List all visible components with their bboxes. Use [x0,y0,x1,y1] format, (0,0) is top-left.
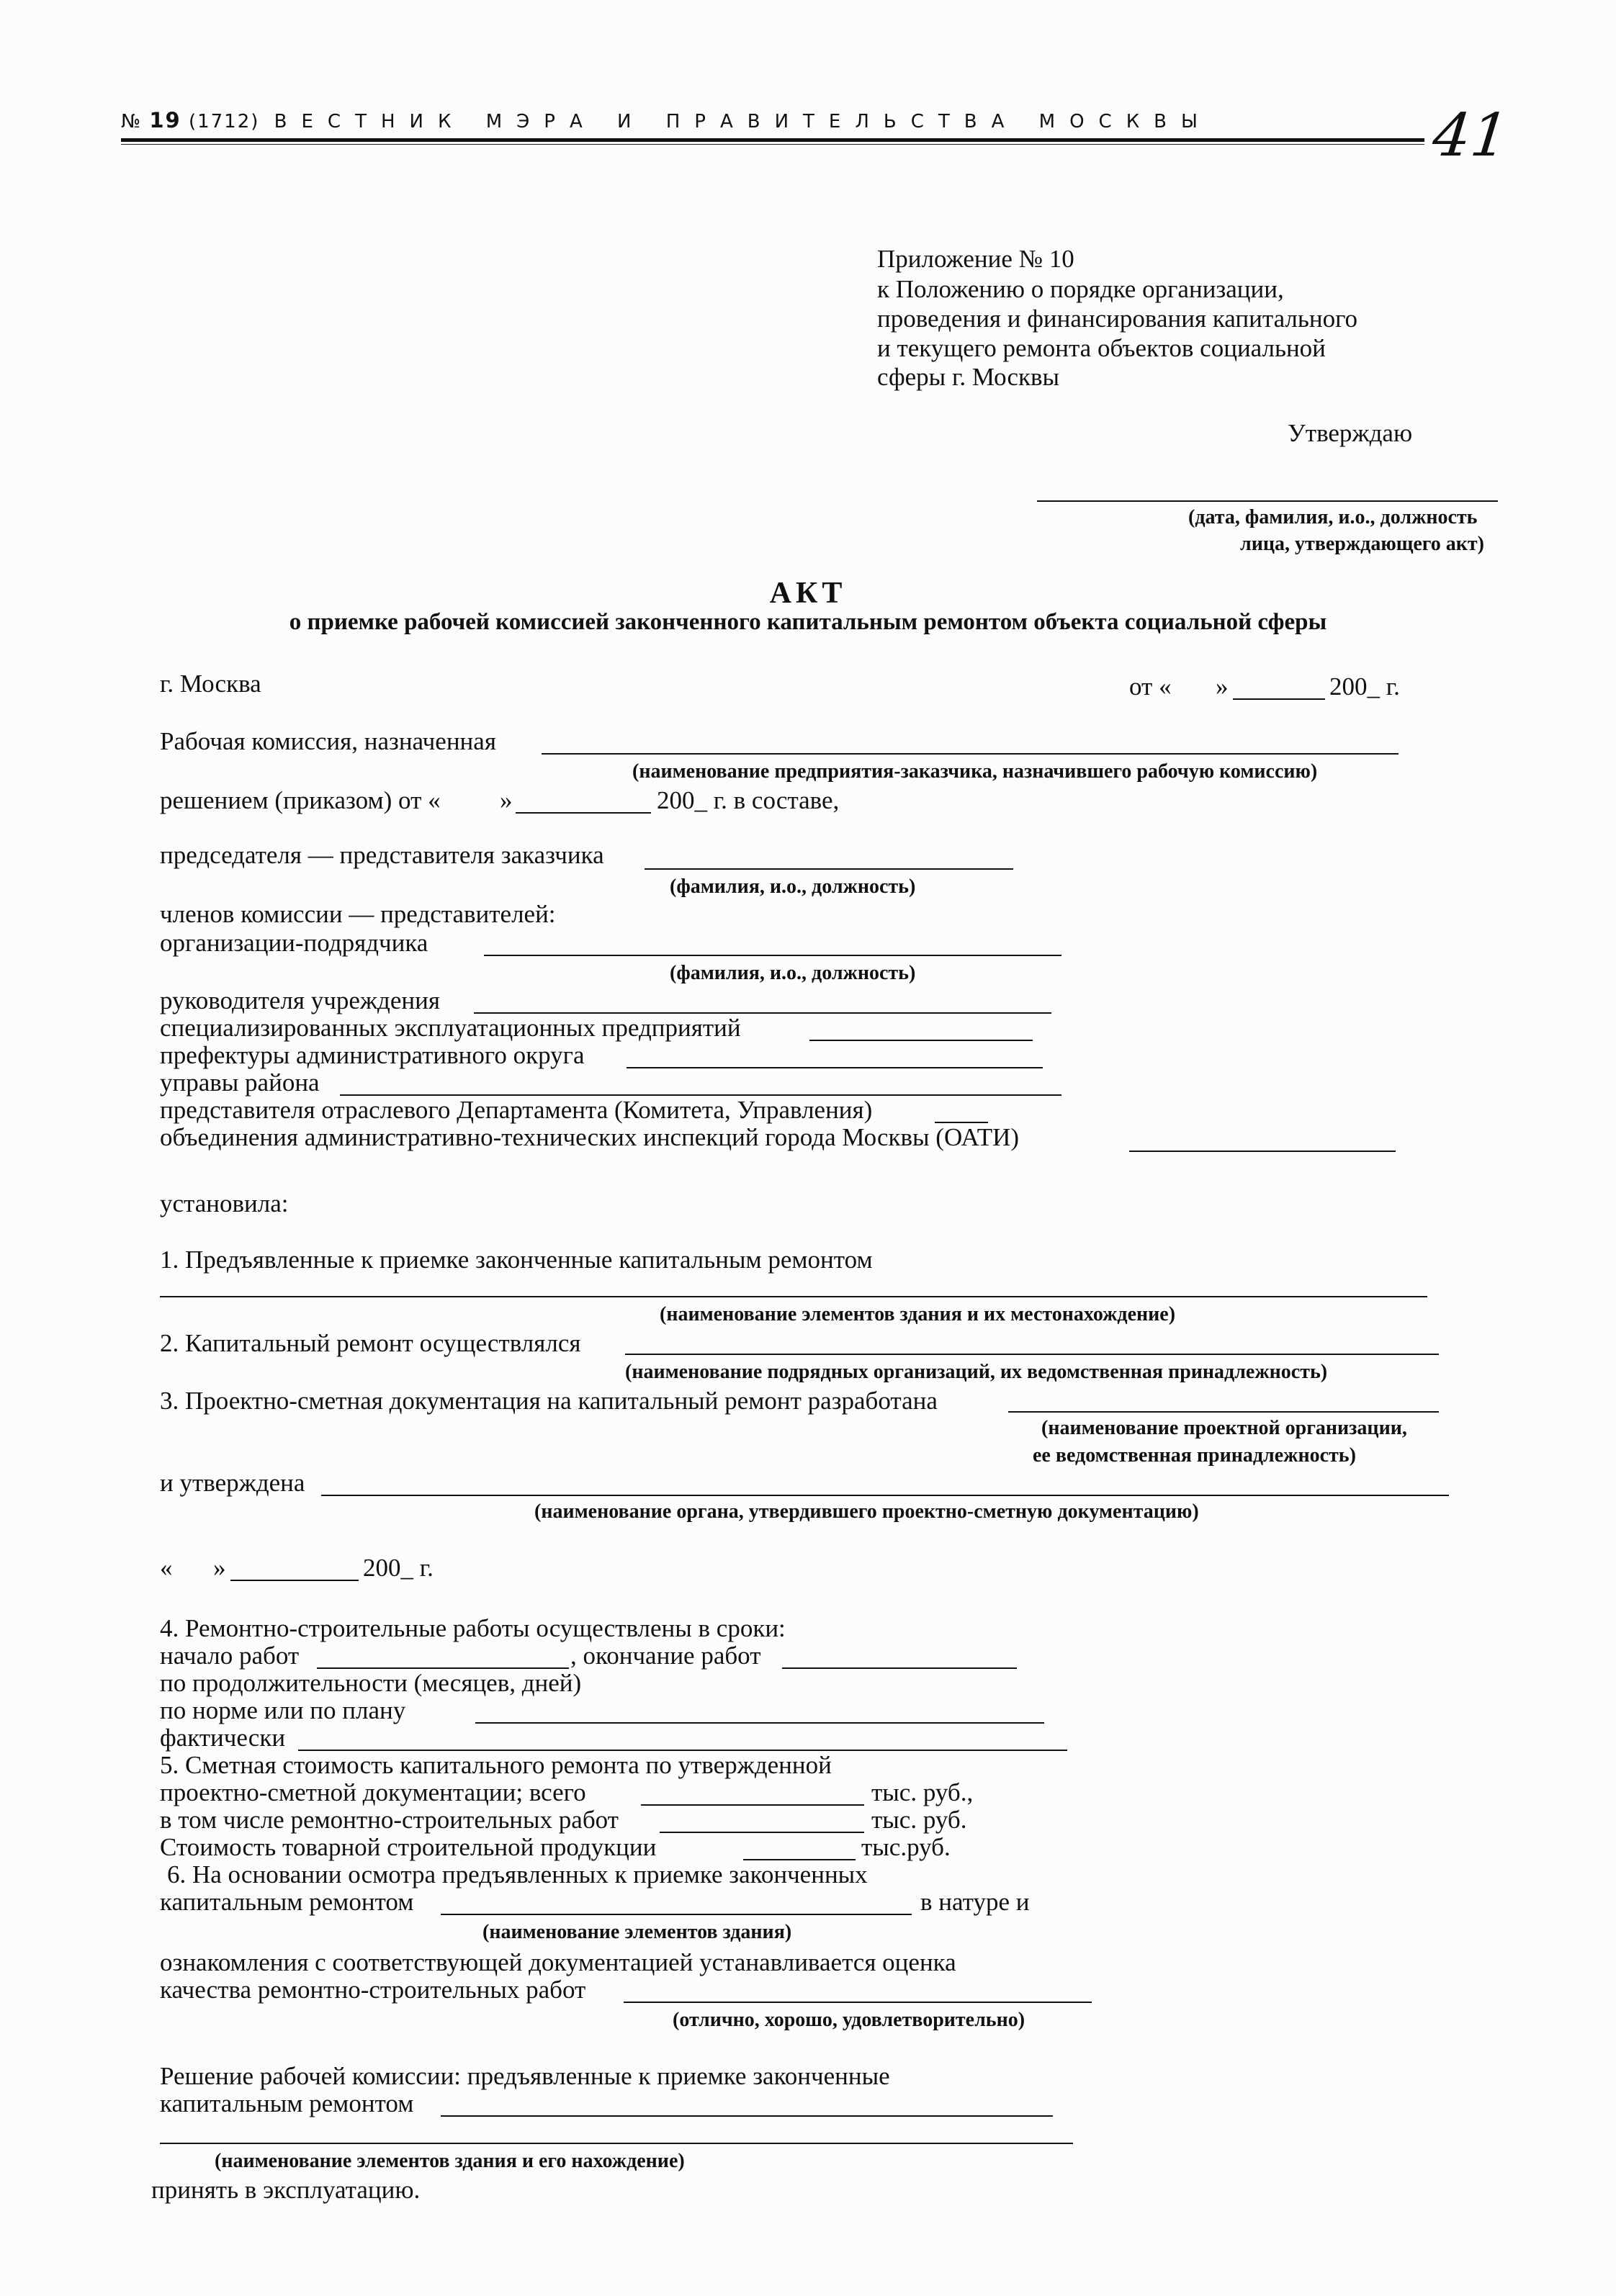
item-5-construction-line [660,1832,864,1833]
head-label: руководителя учреждения [160,986,440,1014]
issue-num: 19 [149,108,181,132]
appendix-line-5: сферы г. Москвы [877,363,1060,391]
item-5-line-2: проектно-сметной документации; всего [160,1778,586,1806]
header-rule-thin [121,144,1424,145]
decision-month-line [516,812,651,814]
chairman-caption: (фамилия, и.о., должность) [670,875,916,898]
appendix-line-2: к Положению о порядке организации, [877,275,1284,303]
item-1-line [160,1296,1427,1297]
issue-extra: (1712) [188,111,260,132]
item-6-nature: в натуре и [920,1888,1030,1916]
oati-line [1129,1151,1396,1152]
approve-signature-line [1037,500,1498,502]
specialized-label: специализированных эксплуатационных предприятий [160,1014,741,1042]
item-3-date-line [230,1580,359,1581]
act-title: АКТ [769,577,847,610]
date-from: от « [1129,672,1172,701]
item-4-text: 4. Ремонтно-строительные работы осуществлены в сроки: [160,1614,786,1642]
item-4-duration-label: по продолжительности (месяцев, дней) [160,1669,582,1697]
item-6-line-2: капитальным ремонтом [160,1888,414,1916]
decision-date-end: 200_ г. в составе, [657,786,840,814]
item-2-line [625,1354,1439,1355]
item-3-text: 3. Проектно-сметная документация на капитальный ремонт разработана [160,1387,938,1415]
item-6-line-1: 6. На основании осмотра предъявленных к приемке законченных [167,1860,868,1888]
decision-line-1: Решение рабочей комиссии: предъявленные к приемке законченные [160,2062,890,2090]
date-month-line [1233,698,1325,700]
commission-caption: (наименование предприятия-заказчика, назначившего рабочую комиссию) [632,760,1318,783]
item-3-date-year: 200_ г. [363,1554,434,1582]
item-5-unit-3: тыс.руб. [861,1833,951,1861]
chairman-label: председателя — представителя заказчика [160,841,604,869]
decision-date-start: решением (приказом) от « [160,786,441,814]
contractor-label: организации-подрядчика [160,929,428,957]
decision-close-quote: » [500,786,513,814]
item-4-start-label: начало работ [160,1642,300,1670]
approve-caption-1: (дата, фамилия, и.о., должность [1188,506,1478,528]
newspaper-title: ВЕСТНИК МЭРА И ПРАВИТЕЛЬСТВА МОСКВЫ [274,111,1212,132]
item-2-caption: (наименование подрядных организаций, их ведомственная принадлежность) [625,1361,1328,1383]
item-3-approved-label: и утверждена [160,1469,305,1497]
issue-number [121,108,260,132]
decision-elements-line [441,2115,1053,2117]
decision-location-line [160,2143,1073,2144]
specialized-line [809,1040,1033,1041]
item-4-end-label: , окончание работ [570,1642,761,1670]
item-6-caption: (наименование элементов здания) [482,1921,792,1943]
item-3-date-close: » [213,1554,226,1582]
oati-label: объединения административно-технических инспекций города Москвы (ОАТИ) [160,1123,1020,1151]
district-label: управы района [160,1068,320,1097]
newspaper-header [121,108,1212,132]
place: г. Москва [160,670,261,698]
item-5-line-1: 5. Сметная стоимость капитального ремонта по утвержденной [160,1751,832,1779]
date-year: 200_ г. [1329,672,1400,701]
decision-line-2: капитальным ремонтом [160,2089,414,2117]
page-number: 41 [1429,102,1512,170]
item-4-end-line [782,1667,1017,1669]
decision-caption: (наименование элементов здания и его нахождение) [215,2150,685,2172]
item-1-caption: (наименование элементов здания и их местонахождение) [660,1303,1176,1325]
item-3-caption-2: ее ведомственная принадлежность) [1033,1444,1356,1467]
item-1-text: 1. Предъявленные к приемке законченные капитальным ремонтом [160,1246,873,1274]
item-6-caption-2: (отлично, хорошо, удовлетворительно) [673,2009,1025,2031]
chairman-line [645,868,1013,870]
item-5-unit-1: тыс. руб., [871,1778,974,1806]
appendix-line-4: и текущего ремонта объектов социальной [877,334,1326,362]
members-label: членов комиссии — представителей: [160,900,556,928]
item-3-approved-caption: (наименование органа, утвердившего проектно-сметную документацию) [534,1500,1199,1523]
item-6-quality-line [624,2002,1092,2003]
department-label: представителя отраслевого Департамента (Комитета, Управления) [160,1096,873,1124]
appendix-line-3: проведения и финансирования капитального [877,305,1358,333]
item-3-date-open: « [160,1554,173,1582]
item-6-line-3: ознакомления с соответствующей документацией устанавливается оценка [160,1948,956,1976]
approve-label: Утверждаю [1288,419,1413,447]
item-2-text: 2. Капитальный ремонт осуществлялся [160,1329,581,1357]
item-3-line [1008,1411,1439,1413]
item-4-actual-label: фактически [160,1724,286,1752]
item-6-line-4: качества ремонтно-строительных работ [160,1976,586,2004]
appendix-line-1: Приложение № 10 [877,245,1074,273]
header-rule [121,138,1424,142]
item-5-line-4: Стоимость товарной строительной продукции [160,1833,657,1861]
act-subtitle: о приемке рабочей комиссией законченного капитальным ремонтом объекта социальной сферы [289,609,1327,635]
item-5-line-3: в том числе ремонтно-строительных работ [160,1806,619,1834]
decision-final: принять в эксплуатацию. [151,2176,421,2204]
contractor-line [484,955,1061,956]
item-4-norm-label: по норме или по плану [160,1696,406,1724]
prefecture-label: префектуры административного округа [160,1041,585,1069]
date-close-quote: » [1216,672,1229,701]
established-label: установила: [160,1189,289,1217]
item-3-caption-1: (наименование проектной организации, [1041,1417,1407,1439]
item-5-unit-2: тыс. руб. [871,1806,967,1834]
prefecture-line [627,1067,1043,1068]
item-5-total-line [641,1804,864,1806]
contractor-caption: (фамилия, и.о., должность) [670,962,916,984]
commission-org-line [542,753,1399,755]
issue-no-sign: № [121,111,143,132]
approve-caption-2: лица, утверждающего акт) [1240,533,1485,555]
commission-label: Рабочая комиссия, назначенная [160,727,496,755]
item-4-norm-line [475,1722,1044,1724]
item-3-approved-line [321,1495,1449,1496]
item-6-elements-line [441,1914,912,1915]
